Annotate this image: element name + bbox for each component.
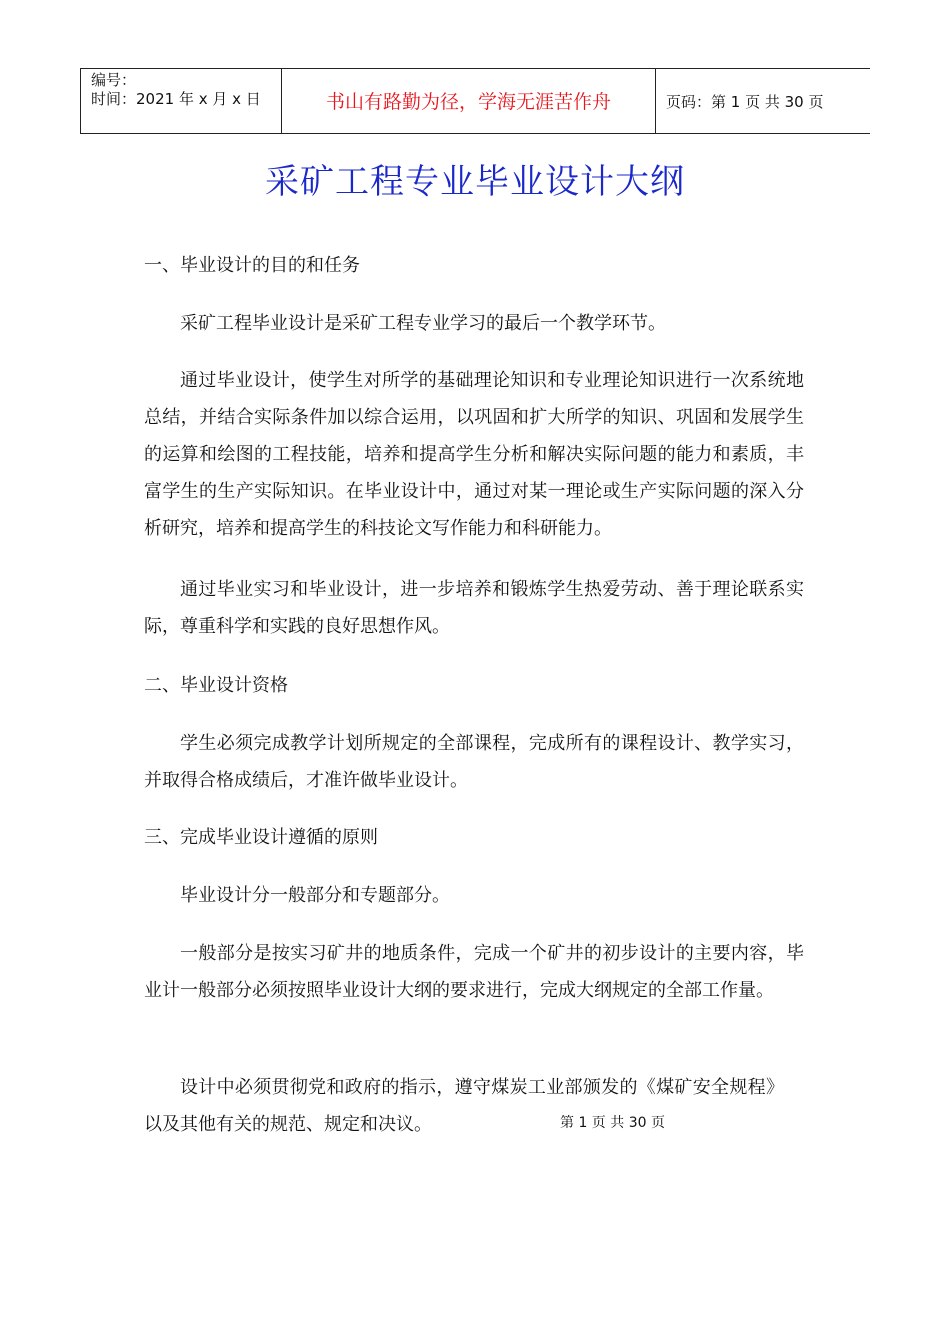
paragraph: 通过毕业实习和毕业设计，进一步培养和锻炼学生热爱劳动、善于理论联系实际，尊重科学和实践的良好思想作风。 xyxy=(144,579,804,637)
header-motto-cell xyxy=(282,69,656,133)
header-page-cell xyxy=(656,69,870,133)
paragraph: 学生必须完成教学计划所规定的全部课程，完成所有的课程设计、教学实习，并取得合格成绩后，才准许做毕业设计。 xyxy=(144,733,804,791)
page-code: 页码：第 1 页 共 30 页 xyxy=(666,93,824,111)
document-number-label: 编号： xyxy=(91,71,137,89)
document-date-label: 时间：2021 年 x 月 x 日 xyxy=(91,90,261,108)
paragraph: 一般部分是按实习矿井的地质条件，完成一个矿井的初步设计的主要内容，毕业计一般部分必须按照毕业设计大纲的要求进行，完成大纲规定的全部工作量。 xyxy=(144,943,804,1001)
paragraph: 设计中必须贯彻党和政府的指示，遵守煤炭工业部颁发的《煤矿安全规程》以及其他有关的规范、规定和决议。 xyxy=(144,1077,784,1135)
footer-page-number: 第 1 页 共 30 页 xyxy=(560,1115,665,1131)
section-heading: 二、毕业设计资格 xyxy=(144,675,288,696)
paragraph: 通过毕业设计，使学生对所学的基础理论知识和专业理论知识进行一次系统地总结，并结合实际条件加以综合运用，以巩固和扩大所学的知识、巩固和发展学生的运算和绘图的工程技能，培养和提高学生分析和解决实际问题的能力和素质，丰富学生的生产实际知识。在毕业设计中，通过对某一理论或生产实际问题的深入分析研究，培养和提高学生的科技论文写作能力和科研能力。 xyxy=(144,370,804,539)
document-title: 采矿工程专业毕业设计大纲 xyxy=(265,162,685,202)
section-heading: 一、毕业设计的目的和任务 xyxy=(144,255,360,276)
section-heading: 三、完成毕业设计遵循的原则 xyxy=(144,827,378,848)
paragraph: 毕业设计分一般部分和专题部分。 xyxy=(180,885,450,906)
motto-text: 书山有路勤为径，学海无涯苦作舟 xyxy=(325,91,611,113)
paragraph: 采矿工程毕业设计是采矿工程专业学习的最后一个教学环节。 xyxy=(180,313,666,334)
document-header xyxy=(80,68,870,134)
header-info-cell xyxy=(81,69,282,133)
